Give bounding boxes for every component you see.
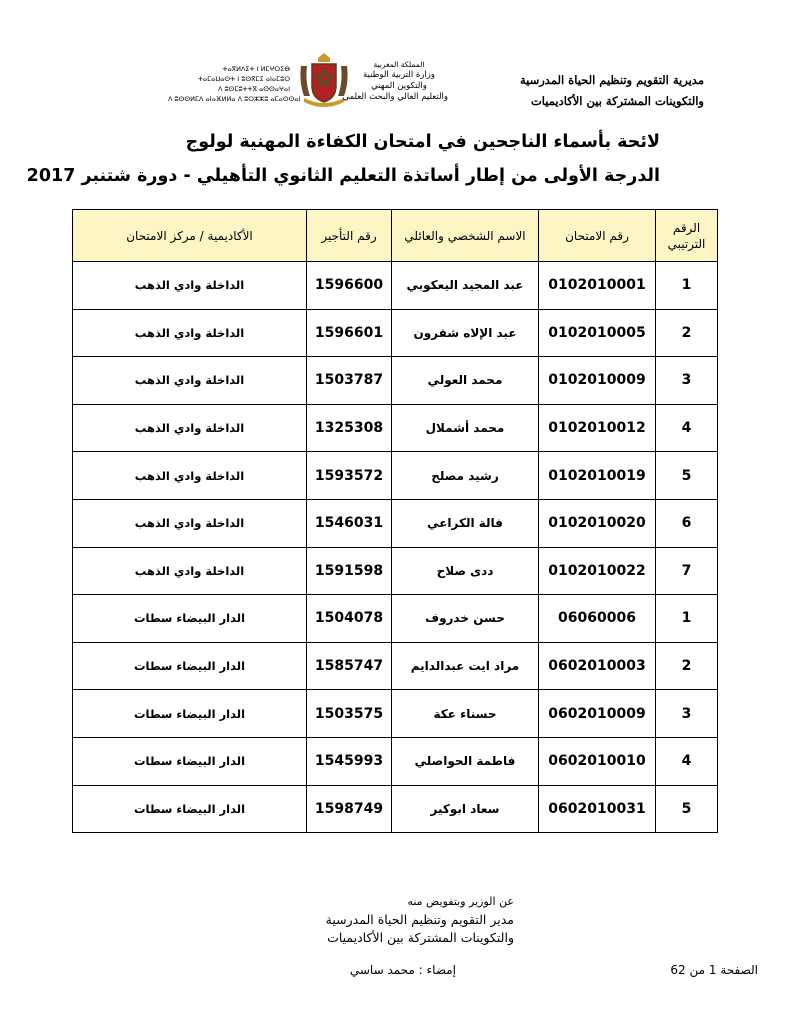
cell-exam-number: 0102010012 xyxy=(539,404,656,452)
cell-exam-number: 0602010031 xyxy=(539,785,656,833)
ministry-line: والتعليم العالي والبحث العلمي xyxy=(342,92,448,102)
cell-recruitment-number: 1545993 xyxy=(307,737,392,785)
cell-exam-number: 0602010003 xyxy=(539,642,656,690)
table-row xyxy=(73,547,718,595)
page-number: الصفحة 1 من 62 xyxy=(670,963,758,977)
cell-recruitment-number: 1546031 xyxy=(307,499,392,547)
cell-name: رشيد مصلح xyxy=(392,452,539,500)
tifinagh-line: ⵜⴰⴳⵍⴷⵉⵜ ⵏ ⵍⵎⵖⵔⵉⴱ xyxy=(222,65,290,73)
cell-rank: 1 xyxy=(656,595,718,643)
cell-rank: 2 xyxy=(656,642,718,690)
letterhead xyxy=(0,0,791,120)
document-title-line1: لائحة بأسماء الناجحين في امتحان الكفاءة المهنية لولوج xyxy=(185,132,660,152)
tifinagh-header xyxy=(168,64,301,104)
ministry-line: المملكة المغربية xyxy=(373,60,425,69)
cell-academy: الدار البيضاء سطات xyxy=(73,690,307,738)
table-row xyxy=(73,785,718,833)
cell-rank: 6 xyxy=(656,499,718,547)
cell-rank: 4 xyxy=(656,404,718,452)
directorate-line: والتكوينات المشتركة بين الأكاديميات xyxy=(530,94,704,108)
col-header-rank: الرقم الترتيبي xyxy=(656,210,718,262)
cell-academy: الدار البيضاء سطات xyxy=(73,785,307,833)
cell-academy: الدار البيضاء سطات xyxy=(73,642,307,690)
results-table xyxy=(72,209,718,833)
cell-recruitment-number: 1593572 xyxy=(307,452,392,500)
cell-academy: الداخلة وادي الذهب xyxy=(73,309,307,357)
ministry-line: والتكوين المهني xyxy=(371,81,427,91)
signature-title-line2: والتكوينات المشتركة بين الأكاديميات xyxy=(327,930,514,945)
cell-recruitment-number: 1585747 xyxy=(307,642,392,690)
cell-name: حسناء عكة xyxy=(392,690,539,738)
cell-exam-number: 0602010010 xyxy=(539,737,656,785)
table-header-row xyxy=(73,210,718,262)
directorate-header xyxy=(482,70,704,112)
cell-rank: 4 xyxy=(656,737,718,785)
ministry-header xyxy=(342,59,448,103)
cell-recruitment-number: 1504078 xyxy=(307,595,392,643)
cell-recruitment-number: 1598749 xyxy=(307,785,392,833)
cell-recruitment-number: 1325308 xyxy=(307,404,392,452)
cell-academy: الداخلة وادي الذهب xyxy=(73,499,307,547)
table-row xyxy=(73,595,718,643)
cell-academy: الدار البيضاء سطات xyxy=(73,595,307,643)
cell-name: محمد أشملال xyxy=(392,404,539,452)
signature-block xyxy=(250,893,514,947)
table-row xyxy=(73,690,718,738)
col-header-academy: الأكاديمية / مركز الامتحان xyxy=(73,210,307,262)
col-header-name: الاسم الشخصي والعائلي xyxy=(392,210,539,262)
cell-recruitment-number: 1503787 xyxy=(307,357,392,405)
tifinagh-line: ⴷ ⵓⵙⵙⵍⵎⴷ ⴰⵏⴰⴼⵍⵍⴰ ⴷ ⵓⵔⵣⵣⵓ ⴰⵎⴰⵙⵙⴰⵏ xyxy=(168,95,301,103)
cell-exam-number: 0602010009 xyxy=(539,690,656,738)
cell-rank: 1 xyxy=(656,262,718,310)
table-row xyxy=(73,642,718,690)
cell-academy: الداخلة وادي الذهب xyxy=(73,452,307,500)
table-row xyxy=(73,404,718,452)
cell-name: ددى صلاح xyxy=(392,547,539,595)
table-row xyxy=(73,262,718,310)
cell-name: حسن خدروف xyxy=(392,595,539,643)
cell-recruitment-number: 1591598 xyxy=(307,547,392,595)
ministry-line: وزارة التربية الوطنية xyxy=(362,70,436,80)
cell-exam-number: 0102010019 xyxy=(539,452,656,500)
cell-rank: 7 xyxy=(656,547,718,595)
cell-rank: 3 xyxy=(656,690,718,738)
cell-exam-number: 06060006 xyxy=(539,595,656,643)
cell-recruitment-number: 1596601 xyxy=(307,309,392,357)
cell-exam-number: 0102010005 xyxy=(539,309,656,357)
cell-name: عبد الإلاه شقرون xyxy=(392,309,539,357)
cell-name: محمد العولي xyxy=(392,357,539,405)
signature-delegation: عن الوزير وبتفويض منه xyxy=(407,895,514,908)
cell-name: عبد المجيد اليعكوبي xyxy=(392,262,539,310)
cell-academy: الداخلة وادي الذهب xyxy=(73,404,307,452)
col-header-exam-number: رقم الامتحان xyxy=(539,210,656,262)
cell-rank: 2 xyxy=(656,309,718,357)
table-row xyxy=(73,452,718,500)
cell-exam-number: 0102010022 xyxy=(539,547,656,595)
signed-by: إمضاء : محمد ساسي xyxy=(349,963,456,977)
cell-rank: 3 xyxy=(656,357,718,405)
table-row xyxy=(73,357,718,405)
cell-exam-number: 0102010001 xyxy=(539,262,656,310)
cell-recruitment-number: 1503575 xyxy=(307,690,392,738)
tifinagh-line: ⵜⴰⵎⴰⵡⴰⵙⵜ ⵏ ⵓⵙⴳⵎⵉ ⴰⵏⴰⵎⵓⵔ xyxy=(197,75,290,83)
cell-name: مراد ايت عبدالدايم xyxy=(392,642,539,690)
document-title-line2: الدرجة الأولى من إطار أساتذة التعليم الثانوي التأهيلي - دورة شتنبر 2017 xyxy=(26,166,660,186)
cell-recruitment-number: 1596600 xyxy=(307,262,392,310)
cell-exam-number: 0102010020 xyxy=(539,499,656,547)
table-row xyxy=(73,499,718,547)
signature-title-line1: مدير التقويم وتنظيم الحياة المدرسية xyxy=(325,912,514,927)
cell-academy: الداخلة وادي الذهب xyxy=(73,547,307,595)
table-row xyxy=(73,309,718,357)
col-header-recruitment-number: رقم التأجير xyxy=(307,210,392,262)
cell-academy: الداخلة وادي الذهب xyxy=(73,262,307,310)
cell-rank: 5 xyxy=(656,785,718,833)
directorate-line: مديرية التقويم وتنظيم الحياة المدرسية xyxy=(519,73,704,87)
table-row xyxy=(73,737,718,785)
tifinagh-line: ⴷ ⵓⵙⵎⵓⵜⵜⴳ ⴰⵙⵙⴰⵖⴰⵏ xyxy=(218,85,290,93)
cell-name: فاطمة الحواصلي xyxy=(392,737,539,785)
cell-exam-number: 0102010009 xyxy=(539,357,656,405)
cell-academy: الداخلة وادي الذهب xyxy=(73,357,307,405)
cell-academy: الدار البيضاء سطات xyxy=(73,737,307,785)
cell-rank: 5 xyxy=(656,452,718,500)
cell-name: سعاد ابوكير xyxy=(392,785,539,833)
cell-name: فالة الكراعي xyxy=(392,499,539,547)
